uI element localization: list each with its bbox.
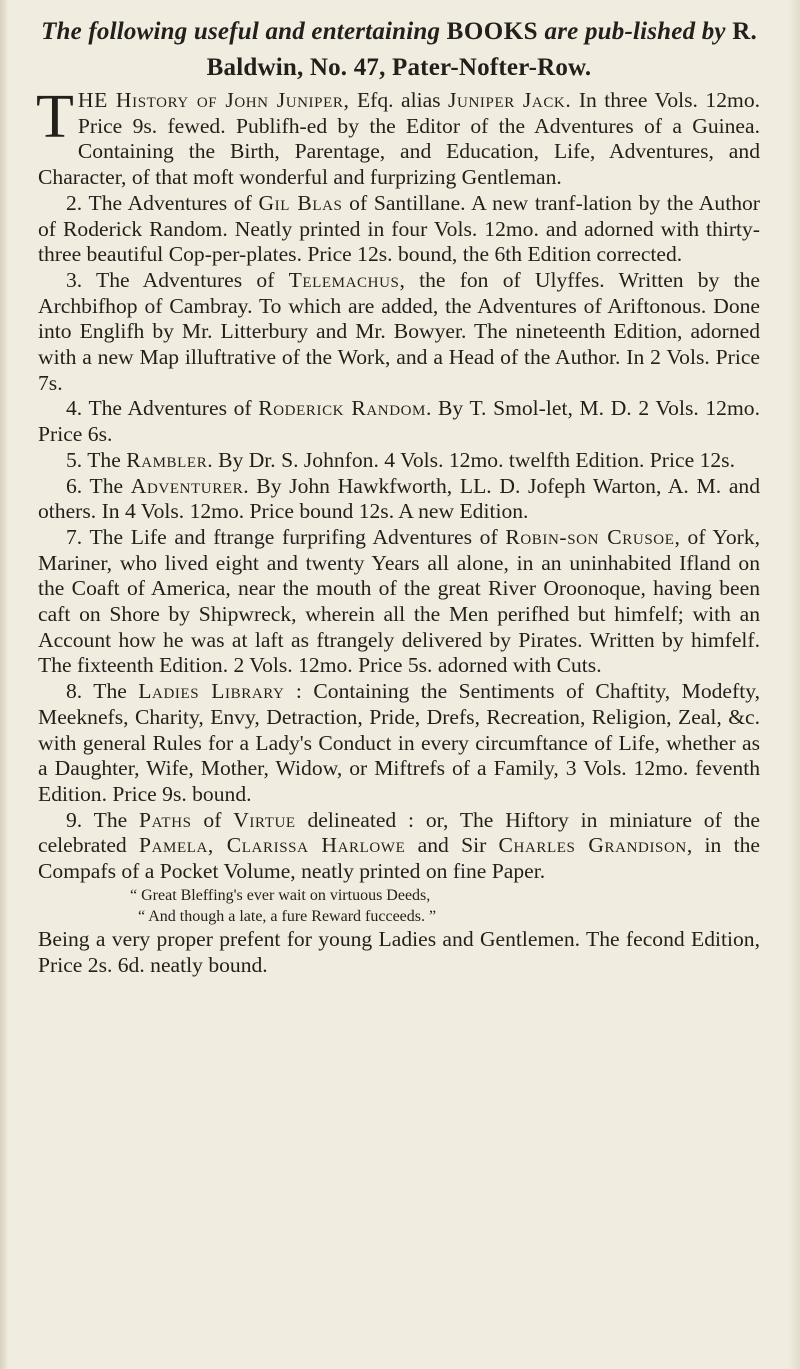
book-prefix: The Adventures of (82, 396, 259, 421)
book-prefix: The Adventures of (82, 267, 289, 292)
book-description-2: and Sir (405, 833, 499, 858)
verse-line-1: “ Great Bleffing's ever wait on virtuous Deeds, (130, 886, 431, 904)
book-title: HE History of John Juniper, (77, 88, 350, 112)
page-right-edge (788, 0, 800, 1369)
heading-books: BOOKS (446, 18, 539, 45)
book-description: . By Dr. S. Johnfon. 4 Vols. 12mo. twelfth Edition. Price 12s. (207, 447, 735, 472)
book-connector: of (191, 807, 234, 832)
book-title: Paths (139, 807, 192, 832)
verse-line-2: “ And though a late, a fure Reward fucceeds. ” (138, 907, 437, 925)
page-left-edge (0, 0, 7, 1369)
heading-are: are (544, 18, 579, 45)
book-number: 5. (66, 447, 83, 472)
book-description: delineated : or, The Hiftory in miniature of the celebrated (38, 807, 760, 858)
book-number: 4. (66, 396, 83, 421)
book-entry-1 (36, 83, 761, 191)
book-entry-6 (38, 474, 760, 525)
book-description: In three Vols. 12mo. Price 9s. fewed. Publifh-ed by the Editor of the Adventures of a Guinea. Containing the Birth, Parentage, and Education, Life, Adventures, and Character, of that moft wonderful and furprizing Gentleman. (38, 88, 761, 190)
book-entry-2 (38, 191, 760, 268)
book-text: Efq. alias (349, 88, 449, 112)
book-number: 6. (66, 473, 83, 498)
book-entry-8 (38, 679, 760, 808)
book-prefix: The (82, 679, 139, 704)
book-number: 7. (66, 524, 83, 549)
book-entry-9 (38, 808, 760, 885)
book-title: Roderick Random (258, 396, 426, 421)
book-entry-5 (38, 448, 760, 474)
book-title-3: Pamela, Clarissa Harlowe (138, 833, 406, 858)
book-description: , the fon of Ulyffes. Written by the Archbifhop of Cambray. To which are added, the Adventures of Ariftonous. Done into Englifh by Mr. Litterbury and Mr. Bowyer. The nineteenth Edition, adorned with a new Map illuftrative of the Work, and a Head of the Author. In 2 Vols. Price 7s. (38, 267, 761, 395)
book-title: Telemachus (288, 267, 400, 292)
book-prefix: The (82, 447, 127, 472)
heading-published: pub-lished by (584, 18, 726, 45)
book-entry-3 (38, 268, 760, 397)
book-title: Ladies Library (138, 679, 285, 704)
book-entry-7 (38, 525, 760, 679)
book-number: 9. (66, 807, 83, 832)
verse-quotation (38, 885, 760, 927)
book-title: Adventurer (130, 473, 244, 498)
heading-publisher: R. Baldwin, No. 47, Pater-Nofter-Row. (206, 18, 757, 81)
book-title-2: Virtue (233, 807, 296, 832)
book-entry-4 (38, 396, 760, 447)
book-description-3: , in the Compafs of a Pocket Volume, neatly printed on fine Paper. (38, 833, 760, 884)
book-list (36, 83, 761, 978)
book-number: 3. (66, 267, 83, 292)
book-title: Gil Blas (258, 190, 343, 215)
book-description: of Santillane. A new tranf-lation by the Author of Roderick Random. Neatly printed in four Vols. 12mo. and adorned with thirty-three beautiful Cop-per-plates. Price 12s. bound, the 6th Edition corrected. (38, 190, 760, 267)
book-prefix: The (82, 807, 140, 832)
book-description: . By John Hawkfworth, LL. D. Jofeph Warton, A. M. and others. In 4 Vols. 12mo. Price bound 12s. A new Edition. (38, 473, 760, 524)
book-title-4: Charles Grandison (498, 833, 687, 858)
dropcap: T (36, 83, 74, 151)
book-prefix: The (82, 473, 131, 498)
book-title: Robin-son Crusoe (505, 524, 675, 549)
book-9-trailer: Being a very proper prefent for young Ladies and Gentlemen. The fecond Edition, Price 2s. 6d. neatly bound. (38, 926, 760, 977)
book-title: Rambler (126, 447, 208, 472)
book-description: . By T. Smol-let, M. D. 2 Vols. 12mo. Price 6s. (38, 396, 760, 447)
book-description: , of York, Mariner, who lived eight and twenty Years all alone, in an uninhabited Ifland on the Coaft of America, near the mouth of the great River Oroonoque, having been caft on Shore by Shipwreck, wherein all the Men perifhed but himfelf; with an Account how he was at laft as ftrangely delivered by Pirates. Written by himfelf. The fixteenth Edition. 2 Vols. 12mo. Price 5s. adorned with Cuts. (38, 524, 761, 678)
advertisement-heading (38, 14, 760, 86)
book-description: : Containing the Sentiments of Chaftity, Modefty, Meeknefs, Charity, Envy, Detraction, Pride, Drefs, Recreation, Religion, Zeal, &c. with general Rules for a Lady's Conduct in every circumftance of Life, whether as a Daughter, Wife, Mother, Widow, or Miftrefs of a Family, 3 Vols. 12mo. feventh Edition. Price 9s. bound. (38, 679, 760, 806)
book-number: 8. (66, 679, 83, 704)
book-number: 2. (66, 190, 83, 215)
book-prefix: The Life and ftrange furprifing Adventures of (82, 524, 506, 549)
book-prefix: The Adventures of (82, 190, 259, 215)
book-alias: Juniper Jack. (448, 88, 572, 112)
heading-intro: The following useful and entertaining (41, 18, 441, 45)
